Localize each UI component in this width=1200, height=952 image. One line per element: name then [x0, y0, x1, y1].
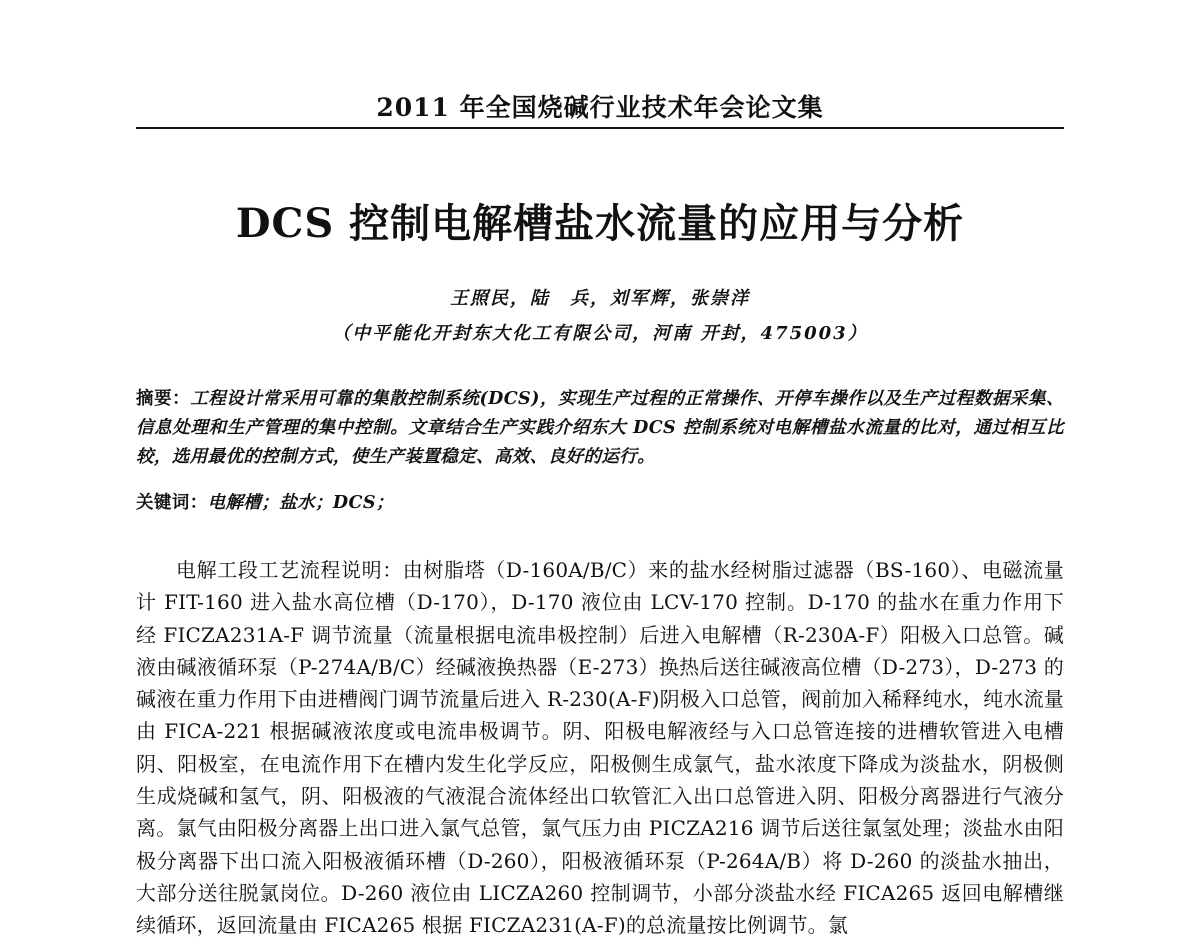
abstract-text: 工程设计常采用可靠的集散控制系统(DCS)，实现生产过程的正常操作、开停车操作以及生产过程数据采集、信息处理和生产管理的集中控制。文章结合生产实践介绍东大 DCS 控制系统对电解槽盐水流量的比对，通过相互比较，选用最优的控制方式，使生产装置稳定、高效、良好的运行。	[136, 389, 1064, 467]
keywords-label: 关键词：	[136, 493, 208, 513]
abstract-label: 摘要：	[136, 389, 191, 409]
keywords-text: 电解槽；盐水；DCS；	[207, 493, 394, 513]
article-title: DCS 控制电解槽盐水流量的应用与分析	[235, 200, 965, 247]
header-rule	[136, 127, 1064, 129]
author-list: 王照民，陆 兵，刘军辉，张崇洋	[450, 288, 750, 309]
running-header: 2011 年全国烧碱行业技术年会论文集	[376, 93, 824, 122]
body-paragraph: 电解工段工艺流程说明：由树脂塔（D-160A/B/C）来的盐水经树脂过滤器（BS-160）、电磁流量计 FIT-160 进入盐水高位槽（D-170），D-170 液位由 LCV-170 控制。D-170 的盐水在重力作用下经 FICZA231A-F 调节流量（流量根据电流串极控制）后进入电解槽（R-230A-F）阳极入口总管。碱液由碱液循环泵（P-274A/B/C）经碱液换热器（E-273）换热后送往碱液高位槽（D-273），D-273 的碱液在重力作用下由进槽阀门调节流量后进入 R-230(A-F)阴极入口总管，阀前加入稀释纯水，纯水流量由 FICA-221 根据碱液浓度或电流串极调节。阴、阳极电解液经与入口总管连接的进槽软管进入电槽阴、阳极室，在电流作用下在槽内发生化学反应，阳极侧生成氯气，盐水浓度下降成为淡盐水，阴极侧生成烧碱和氢气，阴、阳极液的气液混合流体经出口软管汇入出口总管进入阴、阳极分离器进行气液分离。氯气由阳极分离器上出口进入氯气总管，氯气压力由 PICZA216 调节后送往氯氢处理；淡盐水由阳极分离器下出口流入阳极液循环槽（D-260），阳极液循环泵（P-264A/B）将 D-260 的淡盐水抽出，大部分送往脱氯岗位。D-260 液位由 LICZA260 控制调节，小部分淡盐水经 FICA265 返回电解槽继续循环，返回流量由 FICA265 根据 FICZA231(A-F)的总流量按比例调节。氯	[136, 558, 1064, 938]
affiliation: （中平能化开封东大化工有限公司，河南 开封，475003）	[332, 323, 868, 344]
keywords	[136, 489, 1064, 518]
abstract	[136, 385, 1064, 472]
